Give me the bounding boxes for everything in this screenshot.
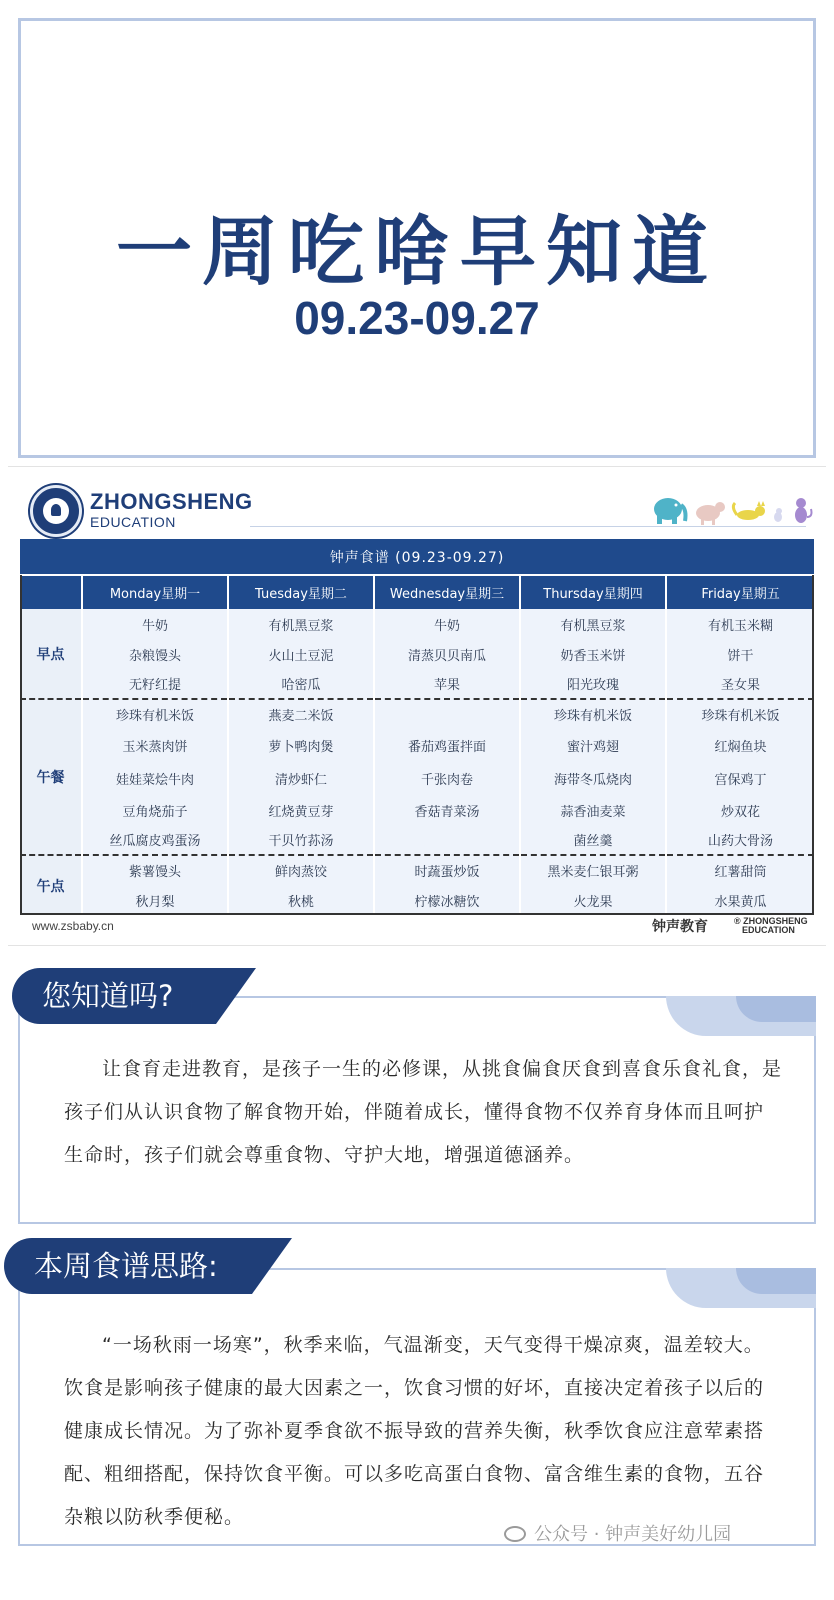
menu-table — [20, 539, 814, 915]
menu-row — [20, 762, 814, 795]
day-header-tuesday: Tuesday星期二 — [228, 575, 374, 609]
menu-cell: 宫保鸡丁 — [666, 762, 814, 795]
menu-cell: 玉米蒸肉饼 — [82, 729, 228, 762]
menu-cell: 圣女果 — [666, 669, 814, 699]
sheep-icon — [696, 502, 725, 525]
day-header-thursday: Thursday星期四 — [520, 575, 666, 609]
menu-cell: 红烧黄豆芽 — [228, 795, 374, 825]
weekly-idea-box — [18, 1268, 816, 1546]
menu-row — [20, 885, 814, 915]
day-header-friday: Friday星期五 — [666, 575, 814, 609]
menu-sheet — [8, 466, 826, 946]
cat-icon — [733, 501, 765, 520]
menu-row — [20, 699, 814, 729]
did-you-know-heading: 您知道吗? — [12, 968, 216, 1024]
page-title: 一周吃啥早知道 — [116, 207, 718, 296]
footer-brand-en-line2: EDUCATION — [742, 925, 795, 935]
menu-cell: 无籽红提 — [82, 669, 228, 699]
table-caption: 钟声食谱 (09.23-09.27) — [20, 539, 814, 575]
menu-cell: 饼干 — [666, 639, 814, 669]
menu-cell: 萝卜鸭肉煲 — [228, 729, 374, 762]
footer-brand: 钟声教育 — [652, 919, 708, 935]
footer-brand-en-line1: ® ZHONGSHENG — [734, 916, 808, 926]
menu-cell: 海带冬瓜烧肉 — [520, 762, 666, 795]
menu-cell: 柠檬冰糖饮 — [374, 885, 520, 915]
menu-cell: 火山土豆泥 — [228, 639, 374, 669]
menu-cell: 丝瓜腐皮鸡蛋汤 — [82, 825, 228, 855]
corner-decoration — [666, 996, 816, 1036]
header-divider — [250, 526, 806, 527]
period-label: 早点 — [20, 609, 82, 699]
bird-icon — [774, 508, 782, 522]
menu-cell: 山药大骨汤 — [666, 825, 814, 855]
monkey-icon — [795, 498, 812, 523]
menu-row — [20, 669, 814, 699]
menu-cell: 苹果 — [374, 669, 520, 699]
menu-cell: 火龙果 — [520, 885, 666, 915]
menu-cell: 番茄鸡蛋拌面 — [374, 729, 520, 762]
menu-cell: 香菇青菜汤 — [374, 795, 520, 825]
menu-cell: 清蒸贝贝南瓜 — [374, 639, 520, 669]
footer-url: www.zsbaby.cn — [32, 919, 114, 933]
title-card — [18, 18, 816, 458]
day-header-wednesday: Wednesday星期三 — [374, 575, 520, 609]
emblem-icon — [30, 485, 82, 537]
menu-cell: 燕麦二米饭 — [228, 699, 374, 729]
menu-cell: 杂粮馒头 — [82, 639, 228, 669]
menu-cell: 蒜香油麦菜 — [520, 795, 666, 825]
menu-cell: 牛奶 — [374, 609, 520, 639]
menu-cell: 红焖鱼块 — [666, 729, 814, 762]
menu-cell: 阳光玫瑰 — [520, 669, 666, 699]
menu-cell: 水果黄瓜 — [666, 885, 814, 915]
watermark-text: 公众号 · 钟声美好幼儿园 — [534, 1524, 732, 1545]
menu-table-container — [20, 539, 814, 915]
menu-cell: 豆角烧茄子 — [82, 795, 228, 825]
menu-cell: 珍珠有机米饭 — [520, 699, 666, 729]
menu-row — [20, 795, 814, 825]
period-label: 午餐 — [20, 699, 82, 855]
menu-cell: 有机黑豆浆 — [520, 609, 666, 639]
brand-name: ZHONGSHENG — [90, 489, 253, 514]
day-header-row — [20, 575, 814, 609]
menu-row — [20, 855, 814, 885]
menu-cell: 红薯甜筒 — [666, 855, 814, 885]
menu-cell: 清炒虾仁 — [228, 762, 374, 795]
menu-row — [20, 609, 814, 639]
menu-cell: 珍珠有机米饭 — [666, 699, 814, 729]
did-you-know-body — [64, 1048, 782, 1177]
animal-decoration — [648, 491, 813, 525]
menu-row — [20, 729, 814, 762]
elephant-icon — [654, 498, 686, 524]
menu-row — [20, 825, 814, 855]
menu-cell: 牛奶 — [82, 609, 228, 639]
wechat-icon — [504, 1526, 526, 1542]
did-you-know-paragraph: 让食育走进教育，是孩子一生的必修课，从挑食偏食厌食到喜食乐食礼食，是孩子们从认识食物了解食物开始，伴随着成长，懂得食物不仅养育身体而且呵护生命时，孩子们就会尊重食物、守护大地，增强道德涵养。 — [64, 1058, 783, 1166]
menu-cell: 珍珠有机米饭 — [82, 699, 228, 729]
corner-decoration — [666, 1268, 816, 1308]
menu-cell: 奶香玉米饼 — [520, 639, 666, 669]
menu-cell: 菌丝羹 — [520, 825, 666, 855]
menu-cell: 鲜肉蒸饺 — [228, 855, 374, 885]
menu-cell: 哈密瓜 — [228, 669, 374, 699]
menu-cell: 蜜汁鸡翅 — [520, 729, 666, 762]
footer-brand-en — [734, 917, 808, 935]
weekly-idea-body — [64, 1324, 782, 1539]
menu-cell: 紫薯馒头 — [82, 855, 228, 885]
brand-sub: EDUCATION — [90, 514, 176, 530]
menu-cell: 时蔬蛋炒饭 — [374, 855, 520, 885]
weekly-idea-paragraph: “一场秋雨一场寒”，秋季来临，气温渐变，天气变得干燥凉爽，温差较大。饮食是影响孩子健康的最大因素之一，饮食习惯的好坏，直接决定着孩子以后的健康成长情况。为了弥补夏季食欲不振导致的营养失衡，秋季饮食应注意荤素搭配、粗细搭配，保持饮食平衡。可以多吃高蛋白食物、富含维生素的食物，五谷杂粮以防秋季便秘。 — [64, 1334, 765, 1528]
menu-cell — [374, 699, 520, 729]
menu-cell: 秋月梨 — [82, 885, 228, 915]
did-you-know-box — [18, 996, 816, 1224]
period-label: 午点 — [20, 855, 82, 915]
menu-cell: 千张肉卷 — [374, 762, 520, 795]
menu-cell: 娃娃菜烩牛肉 — [82, 762, 228, 795]
period-header — [20, 575, 82, 609]
menu-cell: 黑米麦仁银耳粥 — [520, 855, 666, 885]
weekly-idea-heading: 本周食谱思路: — [4, 1238, 252, 1294]
menu-cell: 炒双花 — [666, 795, 814, 825]
menu-cell: 秋桃 — [228, 885, 374, 915]
menu-row — [20, 639, 814, 669]
date-range: 09.23-09.27 — [294, 292, 540, 344]
menu-cell — [374, 825, 520, 855]
menu-cell: 干贝竹荪汤 — [228, 825, 374, 855]
menu-cell: 有机玉米糊 — [666, 609, 814, 639]
menu-cell: 有机黑豆浆 — [228, 609, 374, 639]
watermark — [504, 1520, 731, 1546]
day-header-monday: Monday星期一 — [82, 575, 228, 609]
